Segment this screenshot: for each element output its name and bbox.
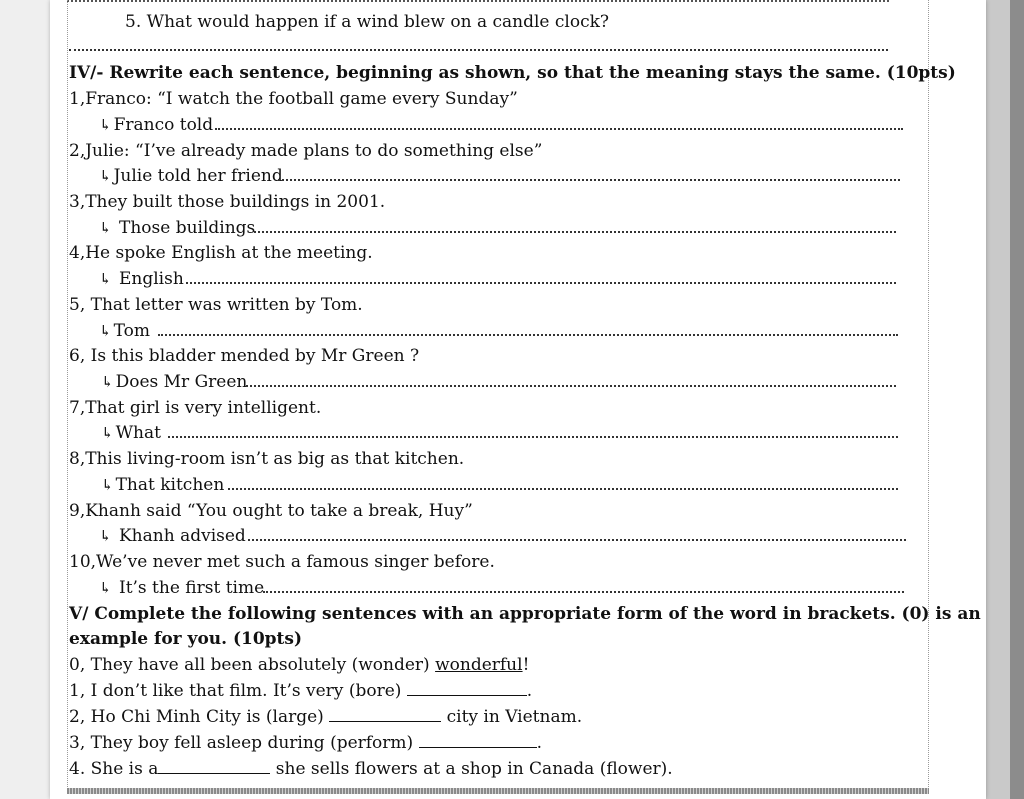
arrow-icon: ↳	[99, 167, 112, 185]
answer-line[interactable]	[186, 282, 896, 284]
arrow-icon: ↳	[101, 373, 114, 391]
right-margin-guide	[928, 0, 929, 793]
rewrite-sentence-4: 4,He spoke English at the meeting.	[69, 243, 373, 263]
rewrite-sentence-8: 8,This living-room isn’t as big as that kitchen.	[69, 449, 465, 469]
arrow-icon: ↳	[99, 527, 112, 545]
answer-line[interactable]	[254, 231, 896, 233]
section-4-heading: IV/- Rewrite each sentence, beginning as shown, so that the meaning stays the same. (10pts)	[69, 63, 956, 83]
rewrite-prompt-8: ↳ That kitchen	[101, 475, 225, 495]
arrow-icon: ↳	[101, 424, 114, 442]
vertical-scrollbar[interactable]	[986, 0, 1024, 799]
arrow-icon: ↳	[99, 270, 112, 288]
answer-line[interactable]	[263, 591, 904, 593]
rewrite-sentence-10: 10,We’ve never met such a famous singer before.	[69, 552, 495, 572]
arrow-icon: ↳	[101, 476, 114, 494]
rewrite-sentence-6: 6, Is this bladder mended by Mr Green ?	[69, 346, 420, 366]
word-form-question-4: 4. She is a she sells flowers at a shop in Canada (flower).	[69, 759, 673, 779]
scrollbar-thumb[interactable]	[1010, 0, 1024, 799]
rewrite-prompt-6: ↳ Does Mr Green	[101, 372, 248, 392]
word-form-question-2: 2, Ho Chi Minh City is (large) city in Vietnam.	[69, 707, 583, 727]
rewrite-prompt-5: ↳ Tom	[99, 321, 150, 341]
answer-blank[interactable]	[158, 759, 270, 774]
example-answer: wonderful	[435, 655, 523, 675]
rewrite-sentence-9: 9,Khanh said “You ought to take a break, Huy”	[69, 501, 473, 521]
rewrite-sentence-1: 1,Franco: “I watch the football game every Sunday”	[69, 89, 518, 109]
answer-blank[interactable]	[407, 681, 527, 696]
arrow-icon: ↳	[99, 322, 112, 340]
rewrite-prompt-1: ↳ Franco told	[99, 115, 214, 135]
section-5-heading-line-2: example for you. (10pts)	[69, 629, 303, 649]
answer-line[interactable]	[168, 436, 898, 438]
arrow-icon: ↳	[99, 579, 112, 597]
rewrite-sentence-3: 3,They built those buildings in 2001.	[69, 192, 386, 212]
rewrite-prompt-7: ↳ What	[101, 423, 161, 443]
rewrite-prompt-2: ↳ Julie told her friend	[99, 166, 283, 186]
rewrite-sentence-7: 7,That girl is very intelligent.	[69, 398, 322, 418]
answer-line[interactable]	[215, 128, 903, 130]
answer-line[interactable]	[228, 488, 898, 490]
word-form-question-1: 1, I don’t like that film. It’s very (bore) .	[69, 681, 533, 701]
bottom-page-border	[67, 788, 929, 794]
answer-line[interactable]	[278, 179, 900, 181]
answer-line[interactable]	[248, 539, 906, 541]
rewrite-sentence-2: 2,Julie: “I’ve already made plans to do something else”	[69, 141, 543, 161]
arrow-icon: ↳	[99, 116, 112, 134]
rewrite-prompt-9: ↳ Khanh advised	[99, 526, 246, 546]
example-sentence: 0, They have all been absolutely (wonder) wonderful!	[69, 655, 530, 675]
answer-blank[interactable]	[329, 707, 441, 722]
question-5-text: 5. What would happen if a wind blew on a candle clock?	[125, 12, 610, 32]
arrow-icon: ↳	[99, 219, 112, 237]
answer-line	[69, 49, 888, 51]
section-5-heading-line-1: V/ Complete the following sentences with an appropriate form of the word in brackets. (0) is an	[69, 604, 981, 624]
word-form-question-3: 3, They boy fell asleep during (perform) .	[69, 733, 542, 753]
rewrite-sentence-5: 5, That letter was written by Tom.	[69, 295, 363, 315]
rewrite-prompt-3: ↳ Those buildings	[99, 218, 256, 238]
rewrite-prompt-4: ↳ English	[99, 269, 184, 289]
top-dotted-rule	[67, 0, 889, 4]
rewrite-prompt-10: ↳ It’s the first time	[99, 578, 265, 598]
answer-line[interactable]	[246, 385, 896, 387]
answer-line[interactable]	[158, 334, 898, 336]
answer-blank[interactable]	[419, 733, 537, 748]
left-margin-guide	[67, 0, 68, 793]
